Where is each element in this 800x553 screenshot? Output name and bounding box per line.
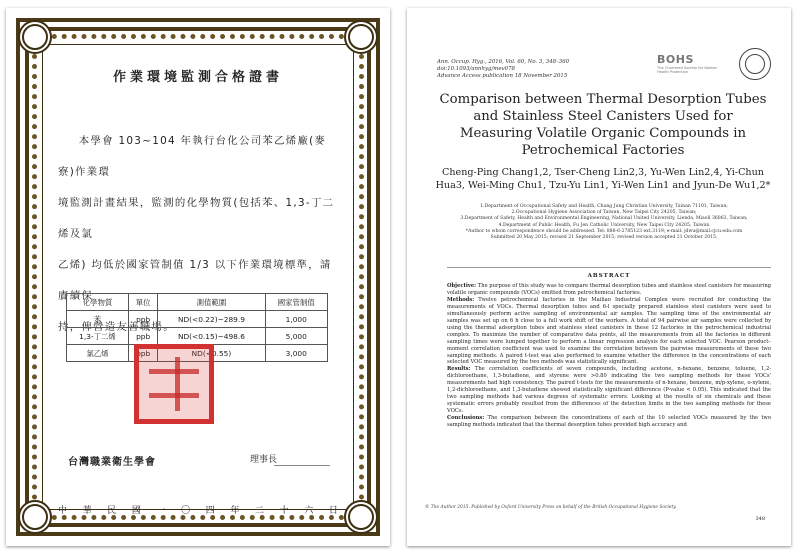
bohs-logo xyxy=(657,51,729,75)
divider xyxy=(447,267,771,268)
section-label: Conclusions: xyxy=(447,415,485,422)
body-line: 本學會 103~104 年執行台化公司苯乙烯廠(麥寮)作業環 xyxy=(58,135,327,178)
section-text: The comparison between the concentrations of each of the 10 selected VOCs measured by the two sampling methods indicated that the thermal desorption tubes provided high accuracy and xyxy=(447,415,771,429)
issuing-organization: 台灣職業衛生學會 xyxy=(68,457,156,468)
section-label: Methods: xyxy=(447,296,475,303)
table-row xyxy=(67,328,328,345)
corner-ornament xyxy=(344,500,378,534)
paper-page xyxy=(407,8,791,546)
copyright-footer: © The Author 2015. Published by Oxford University Press on behalf of the British Occupational Hygiene Society. xyxy=(425,505,677,510)
affiliation-line: *Author to whom correspondence should be addressed. Tel: 886-6-2785123 ext.3119; e-mail: jdwu@mail.cjcu.edu.com xyxy=(465,228,743,234)
table-cell: 1,000 xyxy=(265,311,327,328)
signature-line xyxy=(274,465,330,466)
body-line: 持，俾營造友善職場。 xyxy=(58,321,175,333)
table-cell: ppb xyxy=(128,328,157,345)
body-line: 境監測計畫結果，監測的化學物質(包括苯、1,3-丁二烯及氯 xyxy=(58,197,335,240)
table-row xyxy=(67,311,328,328)
corner-ornament xyxy=(344,20,378,54)
date-char: 年 xyxy=(230,506,240,516)
abstract-methods xyxy=(447,297,771,367)
affiliation-line: 2.Occupational Hygiene Association of Taiwan, New Taipei City 24205, Taiwan; xyxy=(511,210,697,216)
date-char: 二 xyxy=(255,506,265,516)
abstract-conclusions xyxy=(447,415,771,429)
citation-line: Advance Access publication 18 November 2015 xyxy=(437,73,568,80)
certificate-title: 作業環境監測合格證書 xyxy=(112,70,283,85)
citation-line: doi:10.1093/annhyg/mev078 xyxy=(437,66,515,73)
body-line: 乙烯) 均低於國家管制值 1/3 以下作業環境標準，請賡續保 xyxy=(58,259,332,302)
table-cell: 苯 xyxy=(67,311,129,328)
signature-label: 理事長 xyxy=(250,455,278,465)
affiliation-line: Submitted 20 May 2015; revised 21 September 2015; revised version accepted 21 October 2015. xyxy=(490,235,718,241)
abstract-objective xyxy=(447,283,771,297)
issue-date xyxy=(58,503,338,516)
abstract-body xyxy=(447,283,771,429)
table-cell: 5,000 xyxy=(265,328,327,345)
section-text: The correlation coefficients of seven compounds, including acetone, n-hexane, benzene, toluene, 1,2-dichloroethane, 1,3-butadiene, and styrene were >0.80 indicating the two sampling methods for these VOCs' measurements had high consistency. The paired t-tests for the measurements of n-hexane, benzene, m/p-xylene, o-xylene, 1,2-dichloroethane, and 1,3-butadiene showed statistically significant difference (P-value < 0.05). This indicated that the two sampling methods had various degrees of systematic errors. Looking at the results of six chemicals and these systematic errors probably resulted from the differences of the detection limits in the two sampling methods for these VOCs. xyxy=(447,366,771,415)
table-cell: 氯乙烯 xyxy=(67,345,129,362)
date-char: 華 xyxy=(82,506,92,516)
table-cell: 1,3-丁二烯 xyxy=(67,328,129,345)
affiliation-line: 1.Department of Occupational Safety and Health, Chang Jung Christian University, Tainan 71101, Taiwan; xyxy=(480,204,728,209)
table-header-row xyxy=(67,294,328,311)
journal-citation xyxy=(437,59,569,81)
column-header: 測值範圍 xyxy=(158,294,265,311)
logo-name: BOHS xyxy=(657,52,694,66)
citation-line: Ann. Occup. Hyg., 2016, Vol. 60, No. 3, 348–360 xyxy=(437,59,570,65)
date-char: 一 xyxy=(156,506,166,516)
column-header: 單位 xyxy=(128,294,157,311)
paper-title: Comparison between Thermal Desorption Tubes and Stainless Steel Canisters Used for Measuring Volatile Organic Compounds in Petrochemical Factories xyxy=(439,92,767,158)
section-text: The purpose of this study was to compare thermal desorption tubes and stainless steel canisters for measuring volatile organic compounds (VOCs) emitted from petrochemical factories. xyxy=(447,283,771,296)
date-char: 〇 xyxy=(181,506,191,516)
table-cell: ppb xyxy=(128,311,157,328)
column-header: 國家管制值 xyxy=(265,294,327,311)
date-char: 六 xyxy=(304,506,314,516)
table-cell: ND(<0.55) xyxy=(158,345,265,362)
corner-ornament xyxy=(18,500,52,534)
abstract-results xyxy=(447,366,771,415)
date-char: 十 xyxy=(279,506,289,516)
date-char: 中 xyxy=(58,506,68,516)
section-label: Objective: xyxy=(447,283,477,289)
seal-mark xyxy=(175,357,180,411)
table-cell: 3,000 xyxy=(265,345,327,362)
corner-ornament xyxy=(18,20,52,54)
section-label: Results: xyxy=(447,366,471,373)
certificate-page xyxy=(6,8,390,546)
logo-tagline: The Chartered Society for Worker Health Protection xyxy=(657,65,718,74)
column-header: 化學物質 xyxy=(67,294,129,311)
section-text: Twelve petrochemical factories in the Mailiao Industrial Complex were recruited for conducting the measurements of VOCs. Thermal desorption tubes and 6-l specially prepared stainless steel canisters were used to simultaneously perform active sampling of environmental air samples. The sampling time of the environmental air samples was set up on 6 h close to a full work shift of the workers. A total of 94 pairwise air samples were collected by using the thermal adsorption tubes and stainless steel canisters in these 12 factories in the petrochemical industrial complex. To maximize the number of comparative data points, all the measurements from all the factories in different sampling times were lumped together to perform a linear regression analysis for each selected VOC. Pearson product–moment correlation coefficient was used to examine the correlation between the pairwise measurements of these two sampling methods. A paired t-test was also performed to examine whether the difference in the concentrations of each selected VOC measured by the two methods was statistically significant. xyxy=(447,296,771,366)
abstract-heading: ABSTRACT xyxy=(587,273,631,279)
date-char: 民 xyxy=(107,506,117,516)
affiliation-line: 3.Department of Safety, Health and Environmental Engineering, National United University, Lienda, Miaoli 36063, Taiwan; xyxy=(460,216,748,222)
official-seal-stamp xyxy=(134,344,214,424)
date-char: 日 xyxy=(328,506,338,516)
table-cell: ppb xyxy=(128,345,157,362)
date-char: 國 xyxy=(131,506,141,516)
page-number: 348 xyxy=(755,516,765,522)
table-cell: ND(<0.22)~289.9 xyxy=(158,311,265,328)
author-list: Cheng-Ping Chang1,2, Tser-Cheng Lin2,3, Yu-Wen Lin2,4, Yi-Chun Hua3, Wei-Ming Chu1, Tzu-Yu Lin1, Yi-Wen Lin1 and Jyun-De Wu1,2* xyxy=(435,167,771,191)
affiliations xyxy=(439,204,769,241)
table-cell: ND(<0.15)~498.6 xyxy=(158,328,265,345)
society-seal-icon xyxy=(739,48,771,80)
date-char: 四 xyxy=(205,506,215,516)
affiliation-line: 4.Department of Public Health, Fu Jen Catholic University, New Taipei City 24205, Taiwan xyxy=(498,222,710,228)
